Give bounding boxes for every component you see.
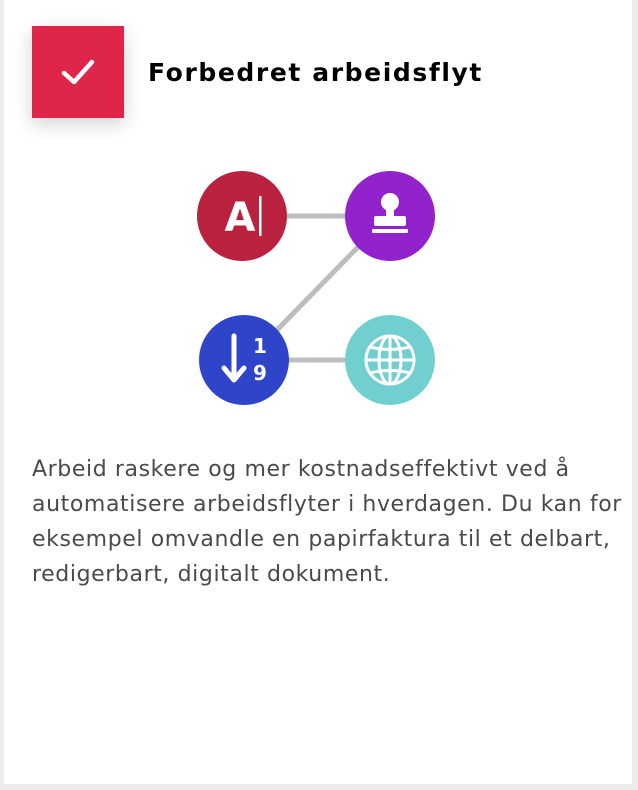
svg-text:1: 1: [253, 334, 267, 358]
globe-icon: [366, 336, 414, 384]
card-title: Forbedret arbeidsflyt: [148, 58, 483, 87]
text-edit-icon: A: [224, 195, 256, 241]
globe-node: [345, 315, 435, 405]
connector-line: [277, 247, 358, 330]
stamp-node: [345, 171, 435, 261]
text-edit-node: [197, 171, 287, 261]
card-description: Arbeid raskere og mer kostnadseffektivt ved å automatisere arbeidsflyter i hverdagen. Du kan for eksempel omvandle en papirfaktura til et delbart, redigerbart, digitalt dokument.: [32, 457, 622, 587]
svg-text:9: 9: [253, 361, 267, 385]
workflow-diagram: [4, 0, 632, 440]
feature-card: [4, 0, 632, 784]
sort-order-node: [199, 315, 289, 405]
